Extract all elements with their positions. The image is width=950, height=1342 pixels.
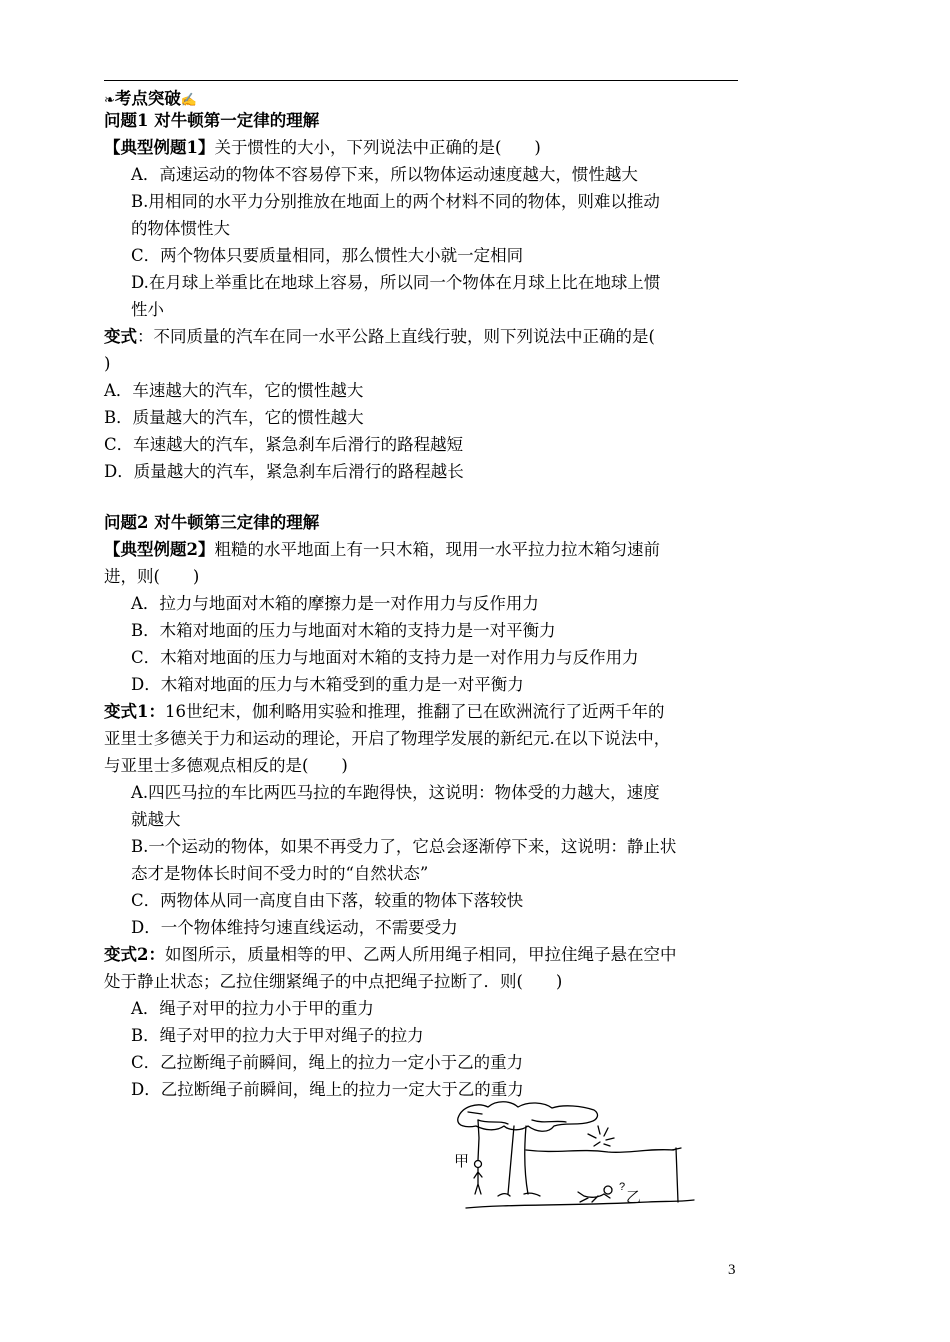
q2-variant2-tag: 变式2：: [104, 945, 165, 964]
q2-variant1-option-c: C．两物体从同一高度自由下落，较重的物体下落较快: [131, 891, 524, 910]
page-number: 3: [728, 1262, 736, 1278]
book-icon: ❧: [104, 93, 115, 108]
q2-variant2-option-b: B．绳子对甲的拉力大于甲对绳子的拉力: [131, 1026, 424, 1045]
q2-variant1-option-a: A.四匹马拉的车比两匹马拉的车跑得快，这说明：物体受的力越大，速度: [131, 783, 660, 802]
label-question: ?: [619, 1181, 626, 1193]
label-jia: 甲: [454, 1154, 470, 1170]
ground-line: [466, 1200, 694, 1208]
q1-variant-option-b: B．质量越大的汽车，它的惯性越大: [104, 408, 364, 427]
hanging-rope: [478, 1120, 479, 1160]
q2-example-cont: 进，则( ): [104, 567, 200, 586]
q2-example: [104, 539, 660, 561]
q2-variant1-line3: 与亚里士多德观点相反的是( ): [104, 756, 348, 775]
q1-option-d-cont: 性小: [131, 300, 164, 319]
q1-variant-cont: ): [104, 354, 111, 373]
header-rule: [104, 80, 738, 81]
q2-variant1: [104, 701, 664, 723]
q2-variant1-option-b: B.一个运动的物体，如果不再受力了，它总会逐渐停下来，这说明：静止状: [131, 837, 677, 856]
q2-variant1-option-d: D．一个物体维持匀速直线运动，不需要受力: [131, 918, 458, 937]
q1-example-tag: 【典型例题1】: [104, 138, 215, 157]
section-header: [104, 88, 197, 112]
q1-option-d: D.在月球上举重比在地球上容易，所以同一个物体在月球上比在地球上惯: [131, 273, 661, 292]
label-yi: 乙: [626, 1190, 642, 1206]
q2-example-text: 粗糙的水平地面上有一只木箱，现用一水平拉力拉木箱匀速前: [214, 540, 660, 559]
q2-example-tag: 【典型例题2】: [104, 540, 215, 559]
snap-burst: [588, 1126, 614, 1146]
q2-variant1-option-a-cont: 就越大: [131, 810, 181, 829]
q2-option-d: D．木箱对地面的压力与木箱受到的重力是一对平衡力: [131, 675, 524, 694]
q2-variant1-option-b-cont: 态才是物体长时间不受力时的“自然状态”: [131, 864, 429, 883]
tree-roots: [498, 1193, 540, 1196]
yi-head: [604, 1186, 612, 1194]
q2-variant2-option-d: D．乙拉断绳子前瞬间，绳上的拉力一定大于乙的重力: [131, 1080, 524, 1099]
post: [672, 1148, 681, 1202]
q1-variant-option-d: D．质量越大的汽车，紧急刹车后滑行的路程越长: [104, 462, 464, 481]
q2-title: 问题2 对牛顿第三定律的理解: [104, 513, 320, 532]
tree-branch: [468, 1112, 566, 1124]
q1-variant: [104, 326, 655, 348]
q2-variant1-text: 16世纪末，伽利略用实验和推理，推翻了已在欧洲流行了近两千年的: [164, 702, 665, 721]
q1-option-b: B.用相同的水平力分别推放在地面上的两个材料不同的物体，则难以推动: [131, 192, 660, 211]
jia-body: [474, 1168, 482, 1194]
q2-variant2-line2: 处于静止状态；乙拉住绷紧绳子的中点把绳子拉断了．则( ): [104, 972, 563, 991]
q1-option-b-cont: 的物体惯性大: [131, 219, 230, 238]
section-title: 考点突破: [114, 89, 181, 108]
q2-variant1-line2: 亚里士多德关于力和运动的理论，开启了物理学发展的新纪元.在以下说法中，: [104, 729, 671, 748]
jia-head: [475, 1161, 482, 1168]
q1-variant-tag: 变式: [104, 327, 137, 346]
tree-trunk: [508, 1126, 528, 1194]
q1-title: 问题1 对牛顿第一定律的理解: [104, 111, 320, 130]
q1-option-c: C．两个物体只要质量相同，那么惯性大小就一定相同: [131, 246, 524, 265]
q2-option-a: A．拉力与地面对木箱的摩擦力是一对作用力与反作用力: [131, 594, 539, 613]
q1-example-text: 关于惯性的大小，下列说法中正确的是( ): [214, 138, 541, 157]
q2-variant2: [104, 944, 676, 966]
rope-tree-illustration: [448, 1098, 698, 1218]
q2-option-b: B．木箱对地面的压力与地面对木箱的支持力是一对平衡力: [131, 621, 556, 640]
q2-variant2-option-a: A．绳子对甲的拉力小于甲的重力: [131, 999, 374, 1018]
q1-example: [104, 137, 541, 159]
q1-variant-option-a: A．车速越大的汽车，它的惯性越大: [104, 381, 364, 400]
q2-variant2-text: 如图所示，质量相等的甲、乙两人所用绳子相同，甲拉住绳子悬在空中: [164, 945, 677, 964]
q1-variant-option-c: C．车速越大的汽车，紧急刹车后滑行的路程越短: [104, 435, 464, 454]
q2-option-c: C．木箱对地面的压力与地面对木箱的支持力是一对作用力与反作用力: [131, 648, 639, 667]
pen-icon: ✍: [180, 93, 198, 108]
q2-variant2-option-c: C．乙拉断绳子前瞬间，绳上的拉力一定小于乙的重力: [131, 1053, 524, 1072]
horizontal-rope: [526, 1150, 674, 1153]
q2-variant1-tag: 变式1：: [104, 702, 165, 721]
q1-variant-text: ：不同质量的汽车在同一水平公路上直线行驶，则下列说法中正确的是(: [137, 327, 655, 346]
q1-option-a: A．高速运动的物体不容易停下来，所以物体运动速度越大，惯性越大: [131, 165, 638, 184]
